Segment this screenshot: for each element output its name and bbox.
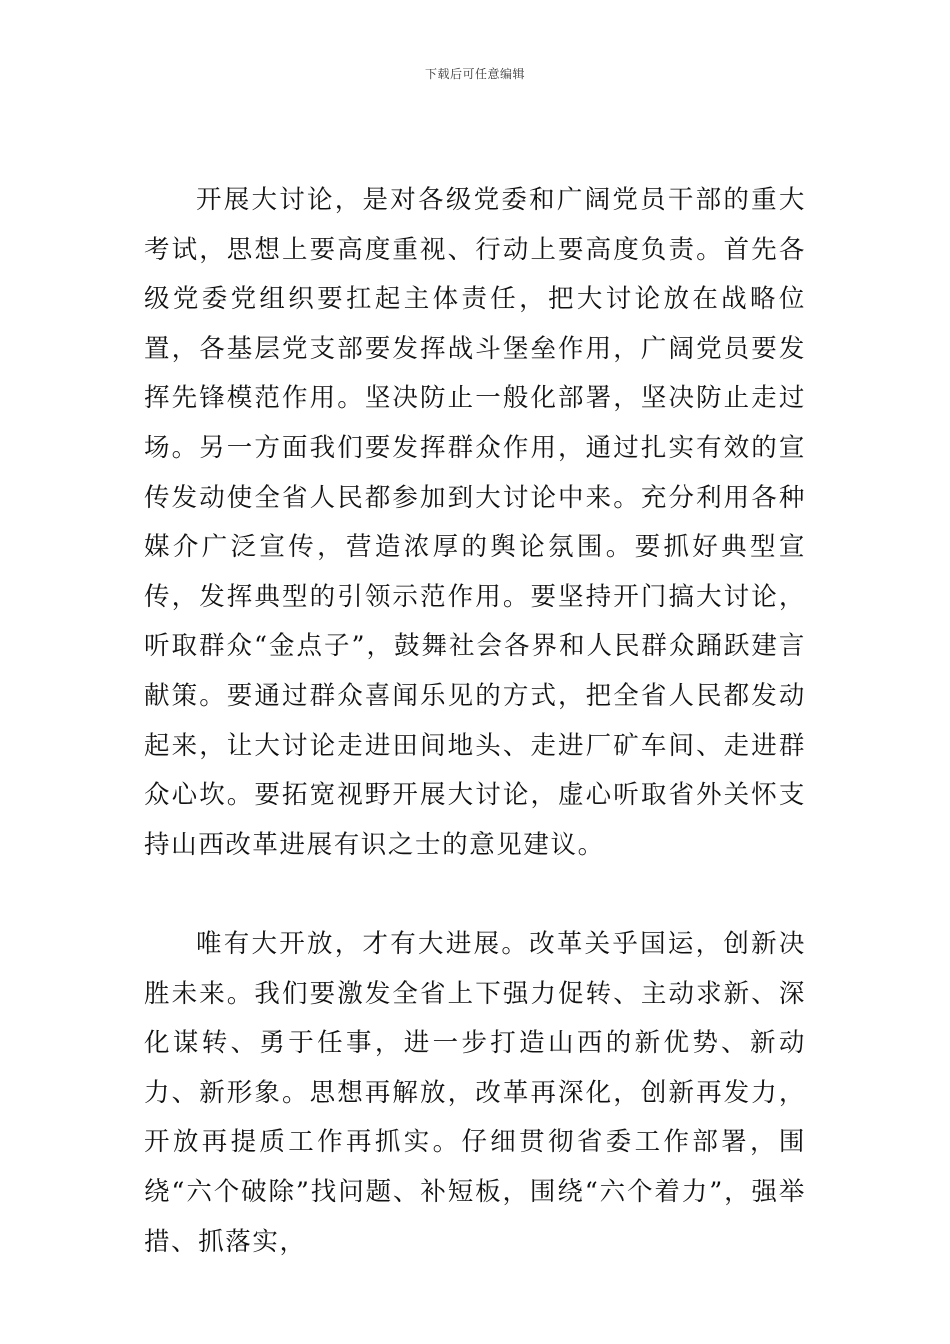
header-note: 下载后可任意编辑	[424, 67, 525, 81]
body-paragraph: 唯有大开放，才有大进展。改革关乎国运，创新决胜未来。我们要激发全省上下强力促转、主动求新、深化谋转、勇于任事，进一步打造山西的新优势、新动力、新形象。思想再解放，改革再深化，创新再发力，开放再提质工作再抓实。仔细贯彻省委工作部署，围绕“六个破除”找问题、补短板，围绕“六个着力”，强举措、抓落实，	[144, 929, 806, 1257]
body-paragraph: 开展大讨论，是对各级党委和广阔党员干部的重大考试，思想上要高度重视、行动上要高度负责。首先各级党委党组织要扛起主体责任，把大讨论放在战略位置，各基层党支部要发挥战斗堡垒作用，广阔党员要发挥先锋模范作用。坚决防止一般化部署，坚决防止走过场。另一方面我们要发挥群众作用，通过扎实有效的宣传发动使全省人民都参加到大讨论中来。充分利用各种媒介广泛宣传，营造浓厚的舆论氛围。要抓好典型宣传，发挥典型的引领示范作用。要坚持开门搞大讨论，听取群众“金点子”，鼓舞社会各界和人民群众踊跃建言献策。要通过群众喜闻乐见的方式，把全省人民都发动起来，让大讨论走进田间地头、走进厂矿车间、走进群众心坎。要拓宽视野开展大讨论，虚心听取省外关怀支持山西改革进展有识之士的意见建议。	[144, 185, 806, 860]
